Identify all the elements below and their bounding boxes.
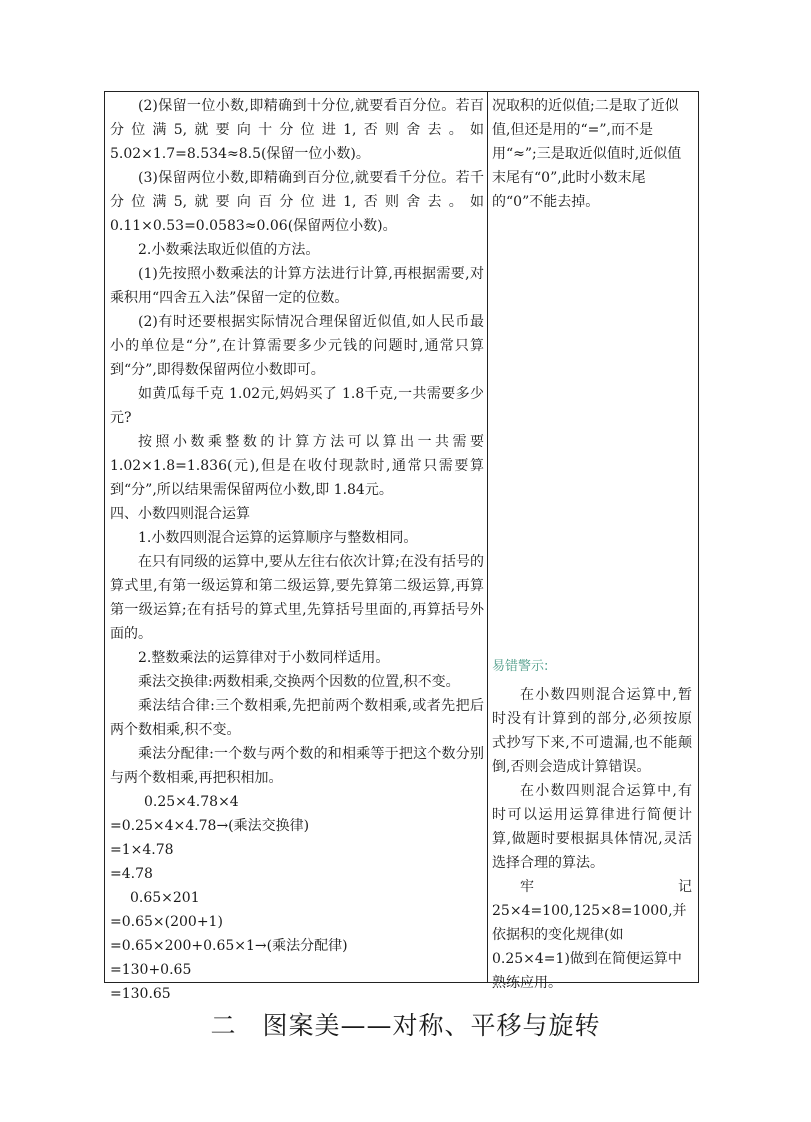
paragraph: 1.小数四则混合运算的运算顺序与整数相同。	[138, 530, 418, 546]
paragraph: 2.小数乘法取近似值的方法。	[138, 242, 320, 258]
memorize-char: 记	[678, 879, 692, 895]
paragraph: 乘法分配律:一个数与两个数的和相乘等于把这个数分别与两个数相乘,再把积相加。	[110, 746, 484, 786]
left-column	[110, 94, 484, 1006]
section-heading: 四、小数四则混合运算	[110, 506, 250, 522]
paragraph: 乘法交换律:两数相乘,交换两个因数的位置,积不变。	[138, 674, 460, 690]
note-text: 况取积的近似值;二是取了近似值,但还是用的“=”,而不是用“≈”;三是取近似值时,近似值末尾有“0”,此时小数末尾的“0”不能去掉。	[492, 98, 682, 210]
math-line: =0.25×4×4.78→(乘法交换律)	[110, 818, 310, 834]
paragraph: (3)保留两位小数,即精确到百分位,就要看千分位。若千分位满5,就要向百分位进1,否则舍去。如 0.11×0.53=0.0583≈0.06(保留两位小数)。	[110, 170, 484, 234]
paragraph: 如黄瓜每千克 1.02元,妈妈买了 1.8千克,一共需要多少元?	[110, 386, 484, 426]
paragraph: (1)先按照小数乘法的计算方法进行计算,再根据需要,对乘积用“四舍五入法”保留一定的位数。	[110, 266, 484, 306]
paragraph: 乘法结合律:三个数相乘,先把前两个数相乘,或者先把后两个数相乘,积不变。	[110, 698, 484, 738]
column-divider	[487, 91, 488, 983]
warning-heading: 易错警示:	[492, 659, 549, 674]
warning-paragraph: 25×4=100,125×8=1000,并依据积的变化规律(如 0.25×4=1)做到在简便运算中熟练应用。	[492, 903, 687, 991]
paragraph: (2)有时还要根据实际情况合理保留近似值,如人民币最小的单位是“分”,在计算需要多少元钱的问题时,通常只算到“分”,即得数保留两位小数即可。	[110, 314, 484, 378]
math-line: 0.25×4.78×4	[144, 794, 239, 810]
paragraph: 2.整数乘法的运算律对于小数同样适用。	[138, 650, 390, 666]
right-column-notes	[492, 94, 692, 214]
memorize-line	[492, 875, 692, 899]
math-line: =0.65×(200+1)	[110, 914, 223, 930]
math-line: =130+0.65	[110, 962, 192, 978]
error-warning-box	[492, 655, 692, 995]
math-line: 0.65×201	[130, 890, 200, 906]
math-line: =0.65×200+0.65×1→(乘法分配律)	[110, 938, 348, 954]
chapter-title: 二 图案美——对称、平移与旋转	[210, 1011, 601, 1040]
paragraph: 按照小数乘整数的计算方法可以算出一共需要1.02×1.8=1.836(元),但是在收付现款时,通常只需要算到“分”,所以结果需保留两位小数,即 1.84元。	[110, 434, 484, 498]
paragraph: (2)保留一位小数,即精确到十分位,就要看百分位。若百分位满5,就要向十分位进1,否则舍去。如 5.02×1.7=8.534≈8.5(保留一位小数)。	[110, 98, 484, 162]
math-line: =1×4.78	[110, 842, 174, 858]
warning-paragraph: 在小数四则混合运算中,有时可以运用运算律进行简便计算,做题时要根据具体情况,灵活选择合理的算法。	[492, 783, 692, 871]
paragraph: 在只有同级的运算中,要从左往右依次计算;在没有括号的算式里,有第一级运算和第二级运算,要先算第二级运算,再算第一级运算;在有括号的算式里,先算括号里面的,再算括号外面的。	[110, 554, 484, 642]
memorize-char: 牢	[520, 879, 534, 895]
math-line: =4.78	[110, 866, 153, 882]
math-line: =130.65	[110, 986, 171, 1002]
warning-paragraph: 在小数四则混合运算中,暂时没有计算到的部分,必须按原式抄写下来,不可遗漏,也不能颠倒,否则会造成计算错误。	[492, 687, 692, 775]
